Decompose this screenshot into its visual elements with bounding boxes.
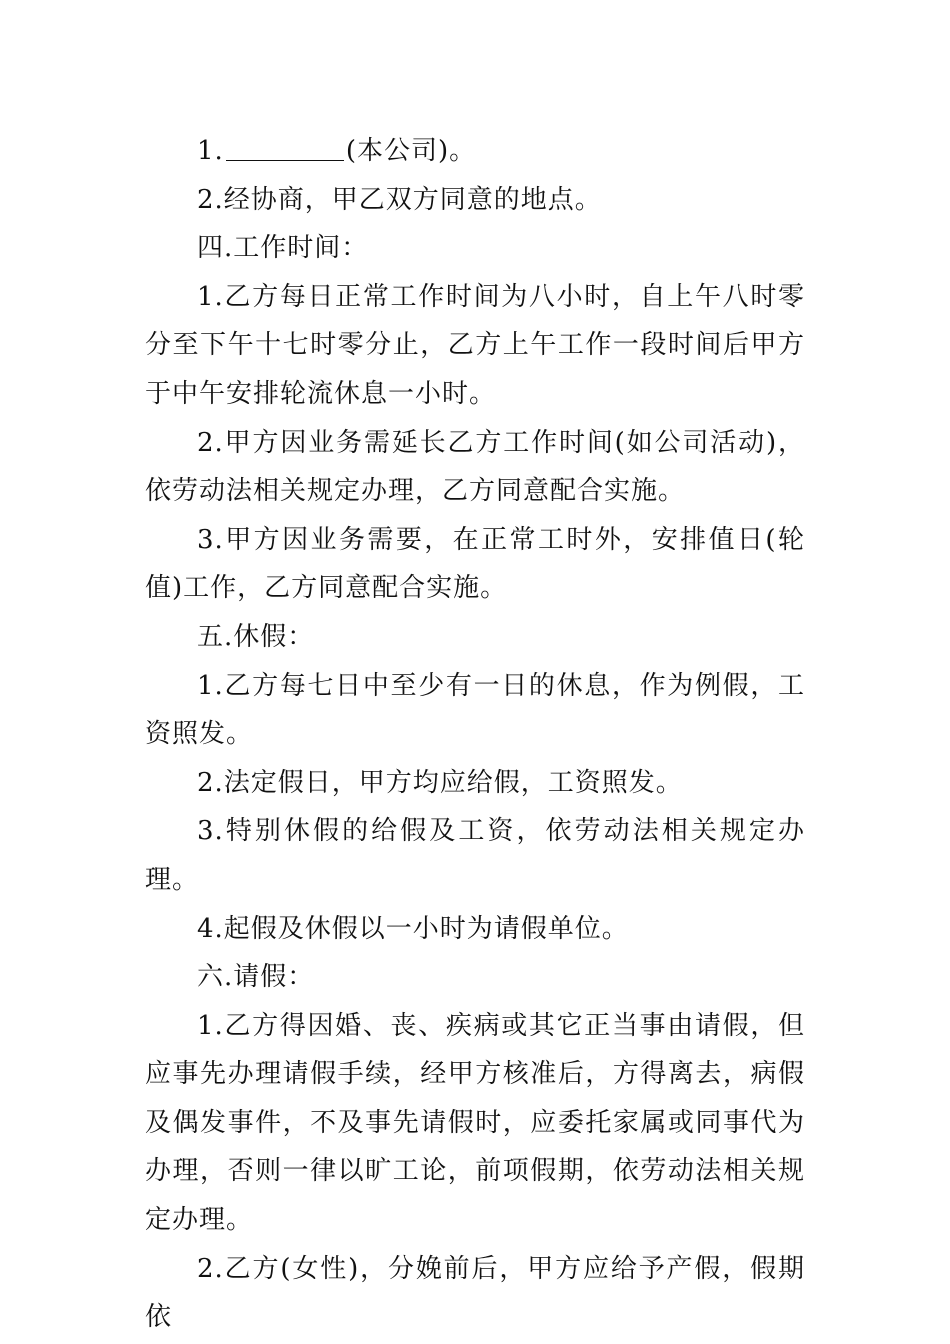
paragraph-workplace-1 (145, 127, 805, 176)
paragraph-work-hours-2: 2.甲方因业务需延长乙方工作时间(如公司活动)，依劳动法相关规定办理，乙方同意配合实施。 (145, 427, 805, 507)
section-heading-leave: 六.请假： (197, 962, 315, 993)
document-body (145, 127, 805, 1342)
section-heading-work-hours: 四.工作时间： (197, 233, 369, 264)
paragraph-leave-2: 2.乙方(女性)，分娩前后，甲方应给予产假，假期依 (145, 1253, 805, 1333)
paragraph-vacation-3: 3.特别休假的给假及工资，依劳动法相关规定办理。 (145, 816, 805, 895)
item-number: 1. (197, 136, 224, 166)
paragraph-work-hours-3: 3.甲方因业务需要，在正常工时外，安排值日(轮值)工作，乙方同意配合实施。 (145, 524, 805, 604)
paragraph-workplace-2: 2.经协商，甲乙双方同意的地点。 (197, 184, 602, 215)
paragraph-vacation-4: 4.起假及休假以一小时为请假单位。 (197, 913, 629, 944)
paragraph-vacation-1: 1.乙方每七日中至少有一日的休息，作为例假，工资照发。 (145, 670, 805, 750)
item-text: (本公司)。 (345, 136, 477, 166)
fill-in-blank (226, 132, 344, 161)
paragraph-work-hours-1: 1.乙方每日正常工作时间为八小时，自上午八时零分至下午十七时零分止，乙方上午工作一段时间后甲方于中午安排轮流休息一小时。 (145, 281, 805, 409)
section-heading-vacation: 五.休假： (197, 621, 315, 652)
paragraph-leave-1: 1.乙方得因婚、丧、疾病或其它正当事由请假，但应事先办理请假手续，经甲方核准后，方得离去，病假及偶发事件，不及事先请假时，应委托家属或同事代为办理，否则一律以旷工论，前项假期，依劳动法相关规定办理。 (145, 1010, 805, 1236)
paragraph-vacation-2: 2.法定假日，甲方均应给假，工资照发。 (197, 767, 683, 798)
